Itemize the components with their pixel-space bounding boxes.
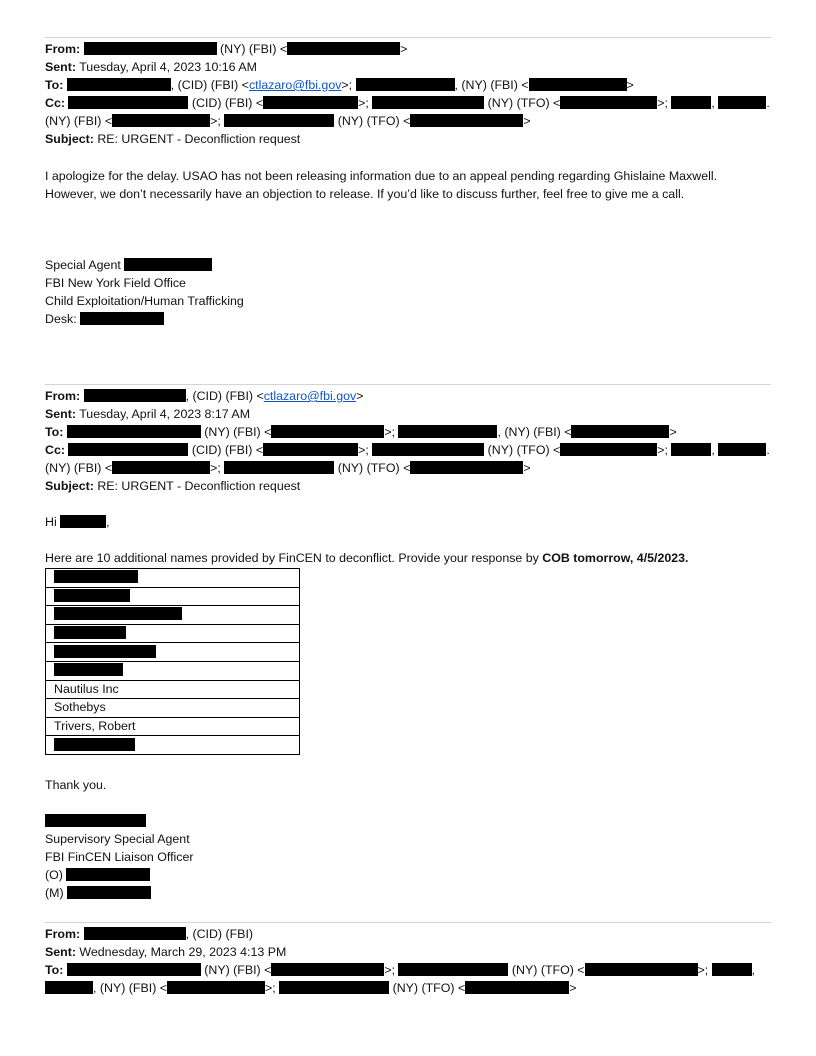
table-cell: Nautilus Inc — [46, 680, 300, 699]
redaction — [410, 114, 523, 127]
redaction — [279, 981, 389, 994]
table-cell — [46, 587, 300, 606]
cc-label: Cc: — [45, 443, 65, 457]
redaction — [271, 425, 384, 438]
cc-text: (NY) (TFO) < — [334, 114, 411, 128]
table-row — [46, 643, 300, 662]
signature-text: Special Agent — [45, 258, 125, 272]
table-cell: Sothebys — [46, 699, 300, 718]
redaction — [45, 814, 146, 827]
redaction — [560, 443, 657, 456]
redaction — [54, 607, 182, 620]
table-cell — [46, 643, 300, 662]
divider — [45, 922, 771, 923]
table-cell — [46, 661, 300, 680]
subject-value: RE: URGENT - Deconfliction request — [93, 132, 301, 146]
from-text: , (CID) (FBI) — [185, 927, 254, 941]
to-text: , (NY) (FBI) < — [454, 78, 529, 92]
msg2-signature-name — [45, 813, 146, 830]
to-text: >; — [697, 963, 712, 977]
from-label: From: — [45, 927, 81, 941]
table-cell — [46, 569, 300, 588]
names-table — [45, 568, 300, 755]
msg1-subject-line — [45, 131, 300, 148]
msg2-intro — [45, 550, 688, 567]
table-row — [46, 606, 300, 625]
to-text: , (NY) (FBI) < — [93, 981, 167, 995]
from-label: From: — [45, 42, 81, 56]
to-text: >; — [384, 425, 399, 439]
redaction — [67, 78, 171, 91]
cc-text: >; — [210, 461, 225, 475]
redaction — [671, 443, 711, 456]
redaction — [398, 963, 508, 976]
redaction — [271, 963, 384, 976]
msg3-to-line — [45, 962, 755, 979]
greeting-text: Hi — [45, 515, 61, 529]
redaction — [54, 589, 130, 602]
cc-label: Cc: — [45, 96, 65, 110]
redaction — [84, 42, 217, 55]
redaction — [84, 389, 186, 402]
cc-text: (NY) (TFO) < — [484, 96, 561, 110]
cc-text: >; — [657, 96, 672, 110]
redaction — [67, 963, 201, 976]
to-label: To: — [45, 78, 64, 92]
signature-text: (M) — [45, 886, 68, 900]
table-row — [46, 587, 300, 606]
gt: > — [523, 114, 531, 128]
divider — [45, 37, 771, 38]
redaction — [60, 515, 106, 528]
table-row — [46, 661, 300, 680]
table-cell: Trivers, Robert — [46, 717, 300, 736]
msg1-from-line — [45, 41, 407, 58]
gt: > — [626, 78, 634, 92]
msg1-cc-line — [45, 95, 770, 112]
table-cell — [46, 624, 300, 643]
sent-value: Tuesday, April 4, 2023 8:17 AM — [75, 407, 251, 421]
cc-text: . — [766, 96, 770, 110]
table-row — [46, 717, 300, 736]
msg3-sent-line — [45, 944, 286, 961]
to-text: >; — [341, 78, 356, 92]
gt: > — [356, 389, 364, 403]
redaction — [718, 96, 766, 109]
to-text: , (NY) (FBI) < — [497, 425, 572, 439]
sent-label: Sent: — [45, 945, 76, 959]
cc-text: (NY) (FBI) < — [45, 114, 113, 128]
email-link[interactable]: ctlazaro@fbi.gov — [248, 78, 342, 92]
redaction — [124, 258, 212, 271]
msg3-from-line — [45, 926, 253, 943]
gt: > — [669, 425, 677, 439]
to-text: (NY) (TFO) < — [389, 981, 466, 995]
redaction — [712, 963, 752, 976]
msg2-signature-office-phone — [45, 867, 150, 884]
redaction — [54, 663, 123, 676]
redaction — [167, 981, 265, 994]
cc-text: (NY) (TFO) < — [484, 443, 561, 457]
redaction — [112, 114, 210, 127]
table-cell — [46, 736, 300, 755]
msg2-greeting: Hi , — [45, 515, 110, 529]
redaction — [356, 78, 455, 91]
table-row — [46, 736, 300, 755]
msg2-thanks: Thank you. — [45, 778, 107, 792]
cc-text: (NY) (FBI) < — [45, 461, 113, 475]
subject-label: Subject: — [45, 132, 94, 146]
msg2-signature-title: Supervisory Special Agent — [45, 832, 190, 846]
msg1-signature-office: FBI New York Field Office — [45, 276, 186, 290]
gt: > — [400, 42, 408, 56]
redaction — [263, 96, 358, 109]
msg1-body: I apologize for the delay. USAO has not been releasing information due to an appeal pending regarding Ghislaine Maxwell. However, we don’t necessarily have an objection to release. If you’d like to discuss further, feel free to give me a call. — [45, 169, 718, 201]
cc-text: >; — [358, 96, 373, 110]
msg2-signature-role: FBI FinCEN Liaison Officer — [45, 850, 194, 864]
sent-value: Tuesday, April 4, 2023 10:16 AM — [75, 60, 257, 74]
redaction — [68, 96, 188, 109]
cc-text: (CID) (FBI) < — [188, 443, 264, 457]
redaction — [287, 42, 400, 55]
subject-value: RE: URGENT - Deconfliction request — [93, 479, 301, 493]
to-text: , (CID) (FBI) < — [170, 78, 249, 92]
msg1-signature-desk — [45, 311, 164, 328]
to-text: (NY) (FBI) < — [200, 963, 272, 977]
to-label: To: — [45, 963, 64, 977]
msg1-to-line — [45, 77, 634, 94]
cc-text: >; — [657, 443, 672, 457]
to-text: (NY) (FBI) < — [200, 425, 272, 439]
table-row — [46, 699, 300, 718]
from-text: (NY) (FBI) < — [216, 42, 288, 56]
email-link[interactable]: ctlazaro@fbi.gov — [263, 389, 357, 403]
redaction — [529, 78, 627, 91]
table-cell — [46, 606, 300, 625]
cc-text: >; — [358, 443, 373, 457]
to-text: , — [751, 963, 756, 977]
redaction — [67, 886, 151, 899]
redaction — [585, 963, 698, 976]
msg2-cc-line — [45, 442, 770, 459]
signature-text: (O) — [45, 868, 67, 882]
cc-text: (CID) (FBI) < — [188, 96, 264, 110]
sent-value: Wednesday, March 29, 2023 4:13 PM — [75, 945, 287, 959]
cc-text: >; — [210, 114, 225, 128]
msg1-signature-unit: Child Exploitation/Human Trafficking — [45, 294, 244, 308]
redaction — [410, 461, 523, 474]
table-row — [46, 680, 300, 699]
from-text: , (CID) (FBI) < — [185, 389, 264, 403]
gt: > — [523, 461, 531, 475]
table-row — [46, 624, 300, 643]
msg2-cc-line-2 — [45, 460, 531, 477]
subject-label: Subject: — [45, 479, 94, 493]
gt: > — [569, 981, 577, 995]
redaction — [54, 645, 156, 658]
sent-label: Sent: — [45, 407, 76, 421]
msg2-signature-mobile-phone — [45, 885, 151, 902]
cc-text: (NY) (TFO) < — [334, 461, 411, 475]
redaction — [372, 443, 484, 456]
msg2-subject-line — [45, 478, 300, 495]
redaction — [54, 570, 138, 583]
msg2-sent-line — [45, 406, 250, 423]
from-label: From: — [45, 389, 81, 403]
msg3-to-line-2 — [45, 980, 576, 997]
cc-text: , — [711, 443, 719, 457]
msg1-signature-name — [45, 257, 212, 274]
redaction — [224, 461, 334, 474]
redaction — [372, 96, 484, 109]
redaction — [571, 425, 669, 438]
divider — [45, 384, 771, 385]
redaction — [45, 981, 93, 994]
redaction — [112, 461, 210, 474]
msg2-from-line — [45, 388, 363, 405]
msg1-cc-line-2 — [45, 113, 531, 130]
intro-text: Here are 10 additional names provided by FinCEN to deconflict. Provide your response by — [45, 551, 543, 565]
redaction — [224, 114, 334, 127]
redaction — [54, 738, 135, 751]
cc-text: , — [711, 96, 719, 110]
msg2-to-line — [45, 424, 677, 441]
cc-text: . — [766, 443, 770, 457]
redaction — [263, 443, 358, 456]
deadline: COB tomorrow, 4/5/2023. — [542, 551, 689, 565]
redaction — [671, 96, 711, 109]
to-text: >; — [265, 981, 280, 995]
redaction — [67, 425, 201, 438]
to-text: >; — [384, 963, 399, 977]
redaction — [465, 981, 569, 994]
redaction — [54, 626, 126, 639]
redaction — [560, 96, 657, 109]
redaction — [68, 443, 188, 456]
msg1-sent-line — [45, 59, 257, 76]
signature-text: Desk: — [45, 312, 81, 326]
to-label: To: — [45, 425, 64, 439]
table-row — [46, 569, 300, 588]
redaction — [84, 927, 186, 940]
sent-label: Sent: — [45, 60, 76, 74]
redaction — [80, 312, 164, 325]
redaction — [398, 425, 497, 438]
redaction — [66, 868, 150, 881]
redaction — [718, 443, 766, 456]
to-text: (NY) (TFO) < — [508, 963, 585, 977]
